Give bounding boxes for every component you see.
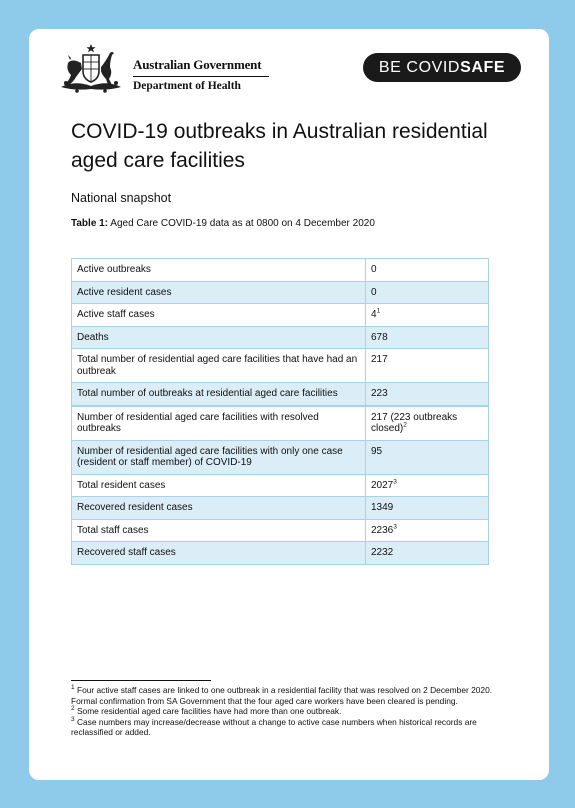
table-row [72, 281, 489, 304]
row-label: Recovered staff cases [72, 542, 366, 565]
table-row [72, 519, 489, 542]
outbreak-data-table [71, 258, 489, 565]
row-value: 2236$^3$ [366, 519, 489, 542]
footnote-1: $^1$ Four active staff cases are linked to one outbreak in a residential facility that was resolved on 2 December 2020. Formal confirmation from SA Government that the four aged care workers have been cleared is pending. [71, 684, 493, 706]
table-row [72, 406, 489, 441]
row-label: Total staff cases [72, 519, 366, 542]
document-page [29, 29, 549, 780]
table-caption-label: Table 1: [71, 218, 109, 229]
row-value: 1349 [366, 497, 489, 520]
page-title: COVID-19 outbreaks in Australian residential aged care facilities [71, 120, 488, 172]
row-label: Deaths [72, 326, 366, 349]
row-value: 95 [366, 440, 489, 474]
row-label: Active outbreaks [72, 259, 366, 282]
page-subtitle: National snapshot [71, 191, 172, 205]
footnotes [71, 685, 503, 738]
row-label: Total resident cases [72, 474, 366, 497]
row-value: 2027$^3$ [366, 474, 489, 497]
badge-safe-text: SAFE [460, 59, 506, 76]
be-covidsafe-logo [363, 53, 521, 82]
table-row [72, 304, 489, 327]
row-value: 0 [366, 259, 489, 282]
coat-of-arms-logo [57, 43, 125, 95]
row-label: Active staff cases [72, 304, 366, 327]
row-value: 0 [366, 281, 489, 304]
table-row [72, 383, 489, 406]
table-row [72, 326, 489, 349]
row-label: Total number of outbreaks at residential aged care facilities [72, 383, 366, 406]
row-value: 217 (223 outbreaks closed)$^2$ [366, 406, 489, 441]
row-value: 223 [366, 383, 489, 406]
footnote-2: $^2$ Some residential aged care facilities have had more than one outbreak. [71, 705, 342, 716]
table-row [72, 259, 489, 282]
row-label: Number of residential aged care facilities with only one case (resident or staff member) of COVID-19 [72, 440, 366, 474]
table-row [72, 497, 489, 520]
row-label: Recovered resident cases [72, 497, 366, 520]
header [57, 43, 521, 99]
row-label: Total number of residential aged care facilities that have had an outbreak [72, 349, 366, 383]
row-value: 678 [366, 326, 489, 349]
government-name: Australian Government [133, 57, 269, 77]
footnote-3: $^3$ Case numbers may increase/decrease without a change to active case numbers when historical records are reclassified or added. [71, 715, 477, 737]
department-name: Department of Health [133, 80, 241, 92]
table-caption [71, 218, 375, 229]
table-row [72, 440, 489, 474]
row-value: 217 [366, 349, 489, 383]
table-row [72, 542, 489, 565]
badge-be-text: BE COVID [378, 59, 461, 76]
row-value: 2232 [366, 542, 489, 565]
row-label: Number of residential aged care facilities with resolved outbreaks [72, 406, 366, 441]
row-value: $4^1$ [366, 304, 489, 327]
footnote-divider [71, 680, 211, 681]
table-row [72, 349, 489, 383]
row-label: Active resident cases [72, 281, 366, 304]
table-row [72, 474, 489, 497]
table-caption-text: Aged Care COVID-19 data as at 0800 on 4 December 2020 [108, 218, 375, 229]
government-wordmark [133, 57, 269, 92]
